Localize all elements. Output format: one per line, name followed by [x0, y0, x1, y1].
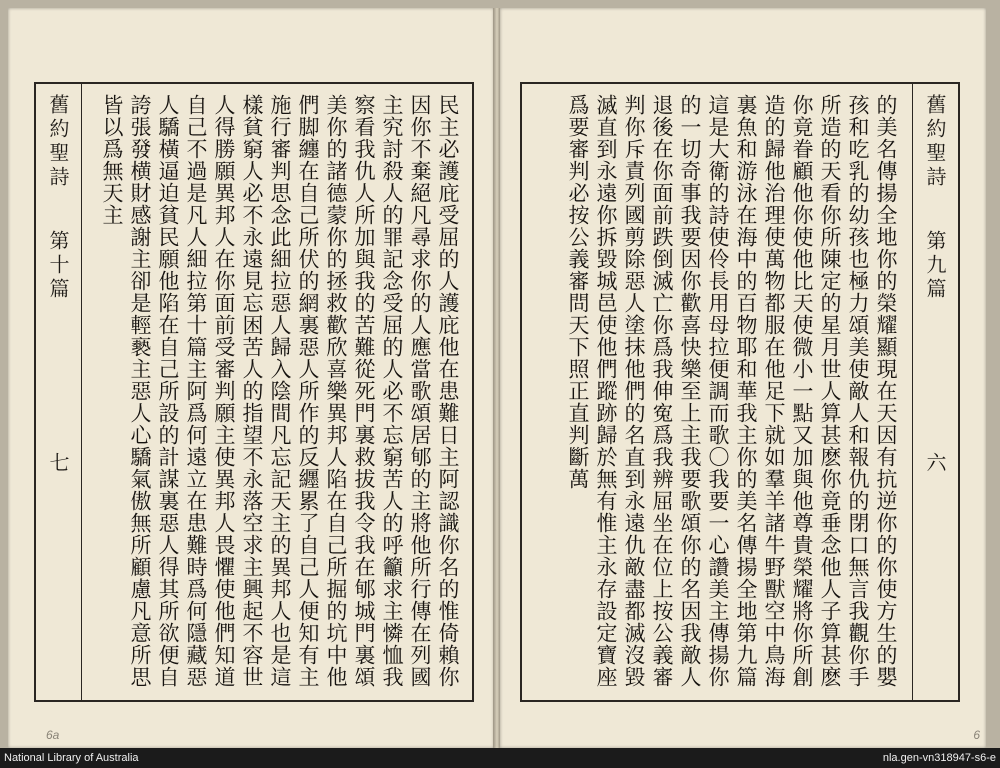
right-book-title: 舊約聖詩 [923, 94, 947, 190]
right-page-text [534, 94, 900, 690]
right-page-number: 六 [923, 452, 947, 476]
left-page [8, 8, 494, 748]
right-page-body: 的美名傳揚全地你的榮耀顯現在天因有抗逆你的你使方生的嬰孩和吃乳的幼孩也極力頌美使敵人和報仇的閉口無言我觀你手所造的天看你所陳定的星月世人算甚麽你竟垂念他人子算甚麽你竟眷顧他你使他比天使微小一點又加與他尊貴榮耀將你所創造的歸他治理使萬物都服在他足下就如羣羊諸牛野獸空中鳥海裏魚和游泳在海中的百物耶和華我主你的美名傳揚全地第九篇這是大衛的詩使伶長用母拉便調而歌〇我要一心讚美主傳揚你的一切奇事我要因你歡喜快樂至上主我要歌頌你的名因我敵人退後在你面前跌倒滅亡你爲我伸寃爲我辨屈坐在位上按公義審判你斥責列國剪除惡人塗抹他們的名直到永遠仇敵盡都滅沒毀滅直到永遠你拆毀城邑使他們蹤跡歸於無有惟主永存設定寶座爲要審判必按公義審問天下照正直判斷萬 [566, 94, 898, 688]
footer-library-name: National Library of Australia [4, 752, 139, 764]
left-margin-column [36, 84, 82, 700]
right-page [500, 8, 986, 748]
left-text-frame [34, 82, 474, 702]
right-pencil-mark: 6 [973, 728, 980, 742]
right-chapter-label: 第九篇 [923, 230, 947, 302]
right-text-frame [520, 82, 960, 702]
footer-bar [0, 748, 1000, 768]
left-pencil-mark: 6a [46, 728, 60, 742]
left-book-title: 舊約聖詩 [46, 94, 70, 190]
left-page-text [94, 94, 462, 690]
left-page-number: 七 [46, 452, 70, 476]
footer-identifier: nla.gen-vn318947-s6-e [882, 752, 996, 764]
right-margin-column [912, 84, 958, 700]
left-chapter-label: 第十篇 [46, 230, 70, 302]
left-page-body: 民主必護庇受屈的人護庇他在患難日主阿認識你名的惟倚賴你因你不棄絕凡尋求你的人應當歌頌居郇的主將他所行傳在列國主究討殺人的罪記念受屈的人必不忘窮苦人的呼籲求主憐恤我察看我仇人所加與我的苦難從死門裏救拔我令我在郇城門裏頌美你的諸德蒙你的拯救歡欣喜樂異邦人陷在自己所掘的坑中他們脚纏在自己所伏的網裏惡人所作的反纒累了自己人便知有主施行審判思念此細拉惡人歸入陰間凡忘記天主的異邦人也是這樣貧窮人必不永遠見忘困苦人的指望不永落空求主興起不容世人得勝願異邦人在你面前受審判願主使異邦人畏懼使他們知道自己不過是凡人細拉第十篇主阿爲何遠立在患難時爲何隱藏惡人驕橫逼迫貧民願他陷在自己所設的計謀裏惡人得其所欲便自誇張發横財感謝主卻是輕褻主惡人心驕氣傲無所顧慮凡意所思皆以爲無天主 [100, 94, 460, 688]
